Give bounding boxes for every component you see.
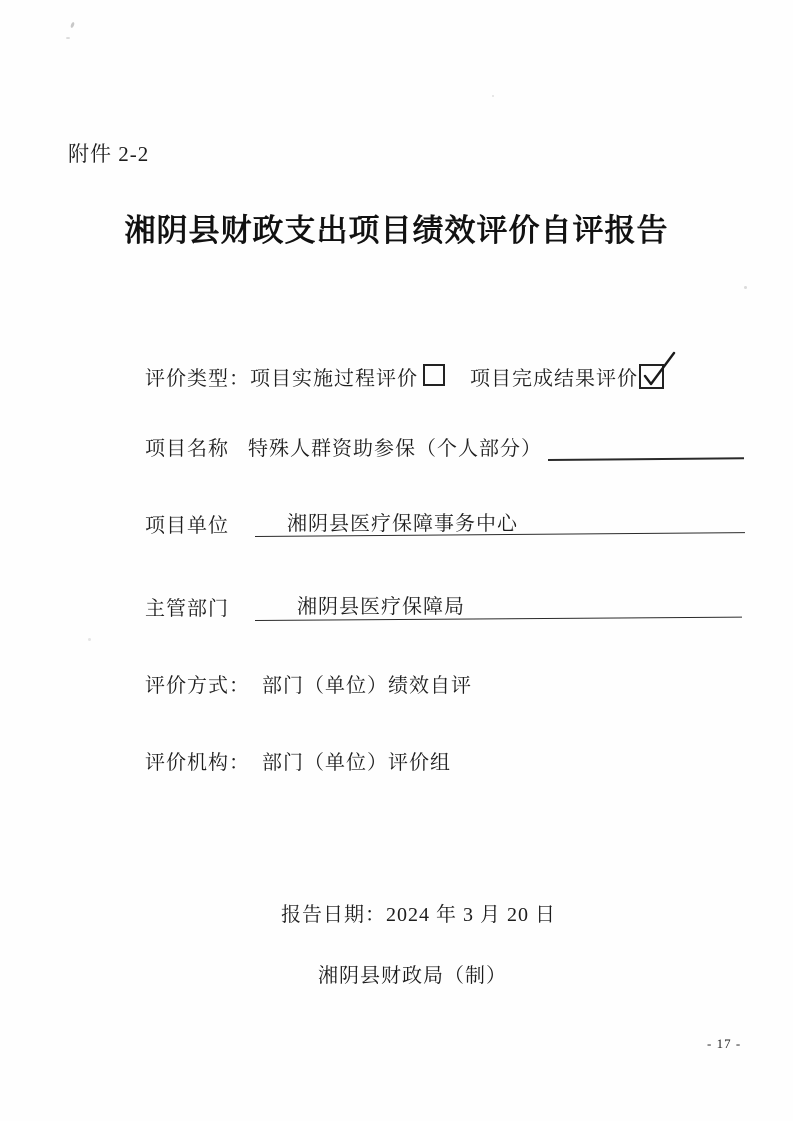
page-number: - 17 - [707,1036,742,1051]
scan-speck [88,638,91,641]
report-date-label: 报告日期： [281,904,386,926]
project-name-label: 项目名称 [145,438,229,460]
scan-speck [70,22,75,29]
report-date-value: 2024 年 3 月 20 日 [386,904,556,926]
project-name-value: 特殊人群资助参保（个人部分） [248,438,542,460]
evaluation-type-label: 评价类型： [145,368,250,390]
checkbox-unchecked-icon [423,364,445,386]
evaluation-method-label: 评价方式： [145,675,250,697]
supervising-department-value: 湘阴县医疗保障局 [297,596,465,618]
report-title: 湘阴县财政支出项目绩效评价自评报告 [124,213,669,248]
checkbox-checked-icon [637,348,677,392]
issuer-line: 湘阴县财政局（制） [318,965,507,987]
evaluation-agency-label: 评价机构： [145,752,250,774]
project-name-underline [548,457,744,461]
project-unit-value: 湘阴县医疗保障事务中心 [287,513,518,535]
evaluation-type-option-result-label: 项目完成结果评价 [470,368,638,390]
scan-speck [492,95,494,97]
report-date-line [281,898,556,927]
evaluation-type-option-process-label: 项目实施过程评价 [250,368,418,390]
attachment-label: 附件 2-2 [68,142,150,166]
scan-speck [744,286,747,289]
evaluation-agency-value: 部门（单位）评价组 [262,752,451,774]
scan-speck [66,37,70,39]
supervising-department-label: 主管部门 [145,598,229,620]
project-unit-label: 项目单位 [145,515,229,537]
evaluation-method-value: 部门（单位）绩效自评 [262,675,472,697]
